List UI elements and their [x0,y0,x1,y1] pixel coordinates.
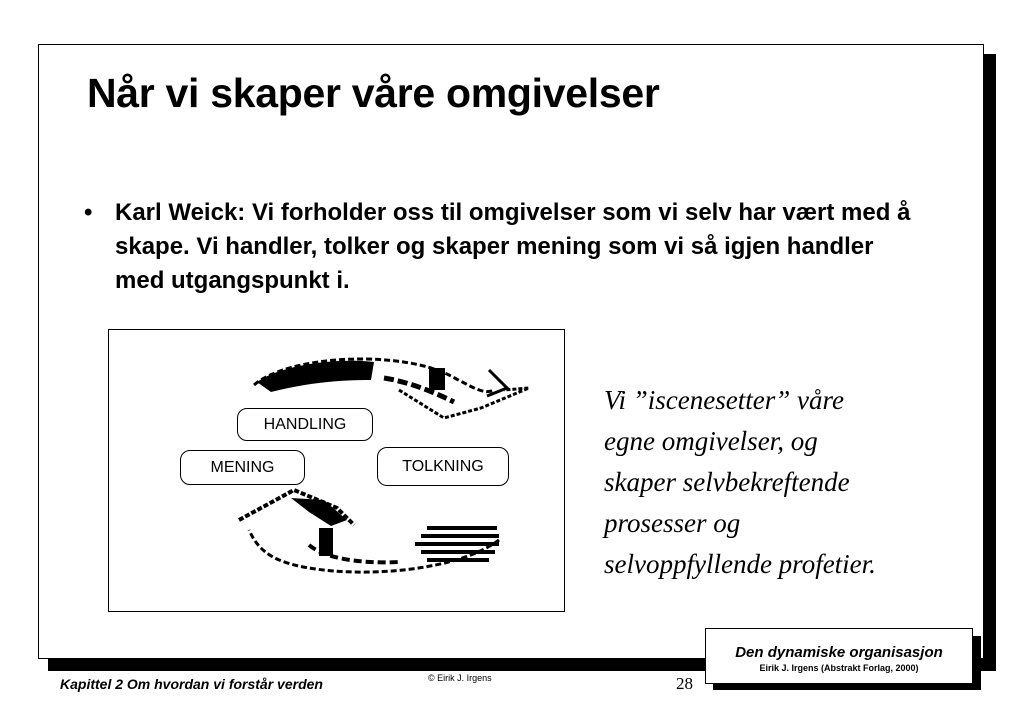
top-arrow-head [399,388,529,418]
quote-line: Vi ”iscenesetter” våre [604,385,844,415]
page-number: 28 [676,674,693,693]
mening-label: MENING [180,450,305,485]
bottom-arrow-stripes [415,526,499,562]
quote-line: skaper selvbekreftende [604,467,850,497]
tolkning-label: TOLKNING [377,447,509,486]
quote-text [604,380,964,585]
slide-title: Når vi skaper våre omgivelser [87,70,660,116]
quote-line: egne omgivelser, og [604,426,818,456]
bullet-dot: • [84,199,93,226]
bottom-arrow-block [319,528,333,556]
book-subtitle: Eirik J. Irgens (Abstrakt Forlag, 2000) [759,663,919,673]
quote-line: selvoppfyllende profetier. [604,549,876,579]
footer-copyright: © Eirik J. Irgens [428,673,492,683]
top-arrow-fill [257,361,374,392]
handling-label: HANDLING [237,408,373,441]
quote-line: prosesser og [604,508,741,538]
footer-chapter: Kapittel 2 Om hvordan vi forstår verden [60,676,323,692]
bullet-point [84,196,914,298]
book-reference-box [705,628,973,684]
book-title: Den dynamiske organisasjon [735,644,943,661]
bullet-text: Karl Weick: Vi forholder oss til omgivelser som vi selv har vært med å skape. Vi handler, tolker og skaper mening som vi så igjen handler med utgangspunkt i. [115,199,911,294]
top-arrow-block [429,368,445,390]
cycle-diagram [108,329,565,612]
